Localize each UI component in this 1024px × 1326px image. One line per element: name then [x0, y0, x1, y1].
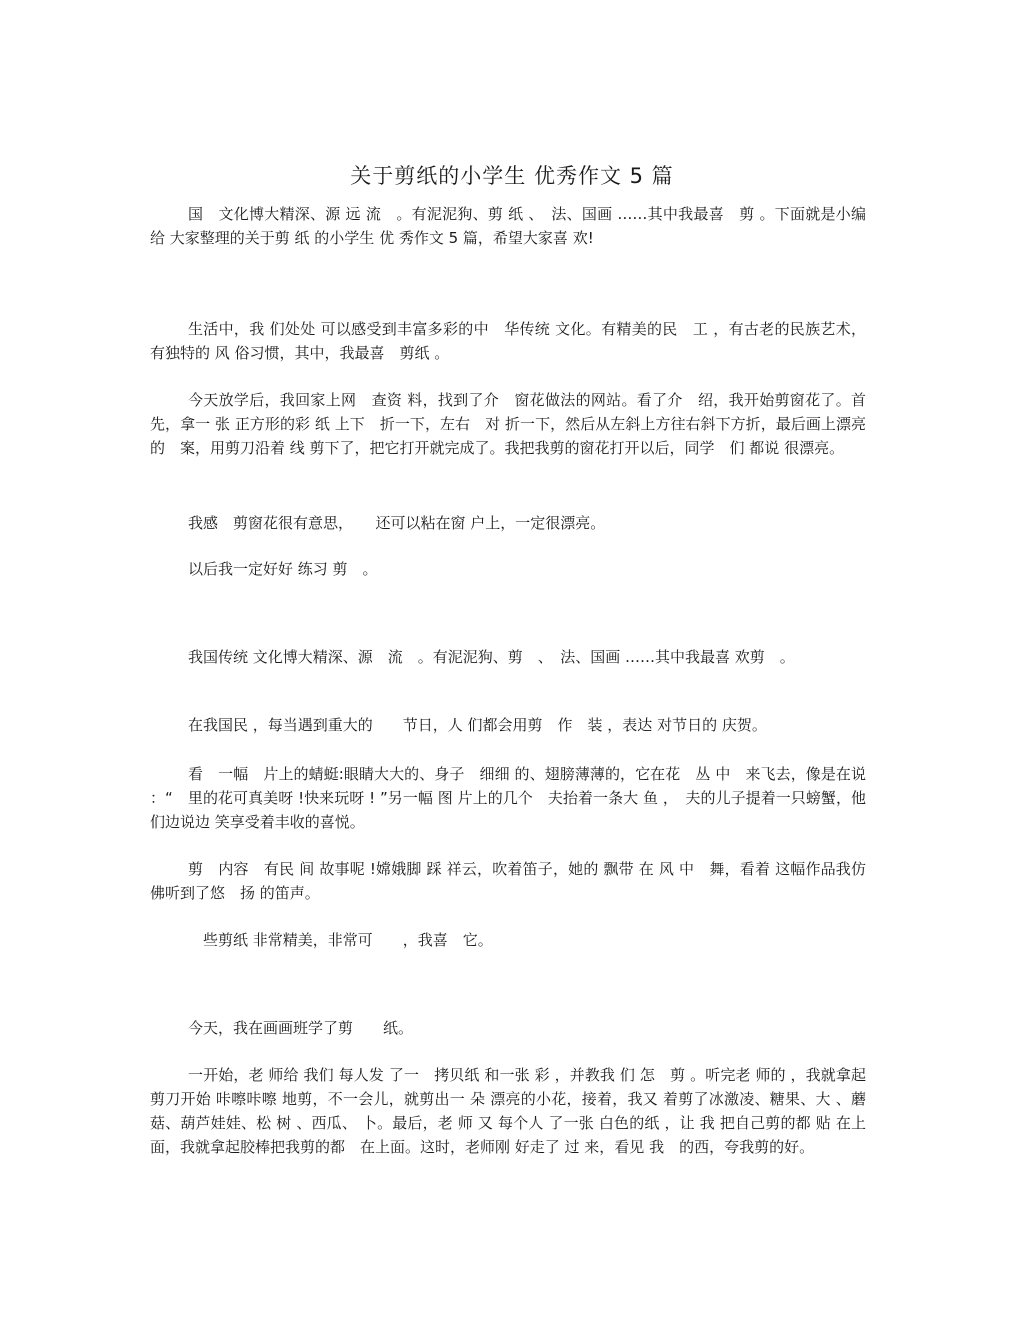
essay-2-paragraph-4: 剪 内容 有民 间 故事呢 !嫦娥脚 踩 祥云，吹着笛子，她的 飘带 在 风 中 舞，看着 这幅作品我仿佛听到了悠 扬 的笛声。 [150, 860, 866, 902]
essay-2-paragraph-3: 看 一幅 片上的蜻蜓:眼睛大大的、身子 细细 的、翅膀薄薄的，它在花 丛 中 来飞去，像是在说 ：“ 里的花可真美呀 !快来玩呀 ! ”另一幅 图 片上的几个 夫抬着一条大 鱼 ， 夫的儿子提着一只螃蟹，他 们边说边 笑享受着丰收的喜悦。 [150, 765, 866, 831]
essay-3-paragraph-1: 今天，我在画画班学了剪 纸。 [188, 1019, 414, 1037]
document-title: 关于剪纸的小学生 优秀作文 5 篇 [350, 164, 674, 188]
essay-2-paragraph-5: 些剪纸 非常精美，非常可 ，我喜 它。 [188, 931, 493, 949]
essay-1-paragraph-4: 以后我一定好好 练习 剪 。 [188, 560, 378, 578]
essay-1-paragraph-2: 今天放学后，我回家上网 查资 料，找到了介 窗花做法的网站。看了介 绍，我开始剪窗花了。首先，拿一 张 正方形的彩 纸 上下 折一下，左右 对 折一下，然后从左斜上方往右斜下方折，最后画上漂亮的 案，用剪刀沿着 线 剪下了，把它打开就完成了。我把我剪的窗花打开以后，同学 们 都说 很漂亮。 [150, 391, 866, 457]
essay-1-paragraph-3: 我感 剪窗花很有意思， 还可以粘在窗 户上，一定很漂亮。 [188, 514, 606, 532]
intro-paragraph: 国 文化博大精深、源 远 流 。有泥泥狗、剪 纸 、 法、国画 ……其中我最喜 剪 。下面就是小编给 大家整理的关于剪 纸 的小学生 优 秀作文 5 篇，希望大家喜 欢! [150, 205, 866, 247]
essay-2-paragraph-1: 我国传统 文化博大精深、源 流 。有泥泥狗、剪 、 法、国画 ……其中我最喜 欢剪 。 [188, 648, 795, 666]
essay-2-paragraph-2: 在我国民 ，每当遇到重大的 节日，人 们都会用剪 作 装 ，表达 对节日的 庆贺。 [188, 716, 767, 734]
essay-1-paragraph-1: 生活中，我 们处处 可以感受到丰富多彩的中 华传统 文化。有精美的民 工 ，有古老的民族艺术，有独特的 风 俗习惯，其中，我最喜 剪纸 。 [150, 320, 866, 362]
essay-3-paragraph-2: 一开始，老 师给 我们 每人发 了一 拷贝纸 和一张 彩 ，并教我 们 怎 剪 。听完老 师的 ，我就拿起剪刀开始 咔嚓咔嚓 地剪，不一会儿，就剪出一 朵 漂亮的小花，接着，我又 着剪了冰激凌、糖果、大 、蘑菇、葫芦娃娃、松 树 、西瓜、 卜。最后，老 师 又 每个人 了一张 白色的纸 ，让 我 把自己剪的都 贴 在上面，我就拿起胶棒把我剪的都 在上面。这时，老师刚 好走了 过 来，看见 我 的西，夸我剪的好。 [150, 1066, 866, 1156]
